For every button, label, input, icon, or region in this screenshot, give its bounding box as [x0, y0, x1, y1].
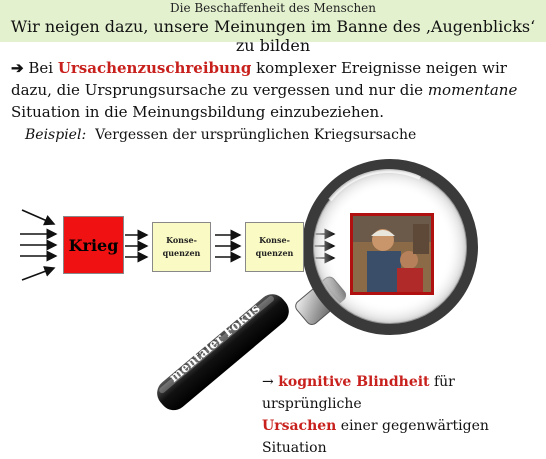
conclusion-highlight-2: Ursachen: [262, 418, 337, 434]
intro-emphasis: momentane: [427, 81, 518, 99]
consequence-arrows-2: [215, 235, 240, 257]
handle-label: mentaler Fokus: [166, 301, 264, 386]
cause-box: [63, 216, 124, 274]
intro-text-1: Bei: [28, 59, 58, 77]
cause-arrows: [20, 210, 56, 280]
cause-label: Krieg: [68, 235, 119, 255]
consequence-1-line-1: Konse-: [166, 235, 197, 245]
consequence-1-line-2: quenzen: [162, 248, 201, 258]
consequence-box-2: [245, 222, 304, 272]
slide-title: Wir neigen dazu, unsere Meinungen im Banne des ‚Augenblicks‘ zu bilden: [10, 17, 536, 55]
example-label: Beispiel:: [25, 127, 87, 143]
consequence-box-1: [152, 222, 211, 272]
intro-text-2: komplexer Ereignisse neigen wir dazu, die Ursprungsursache zu vergessen und nur die: [11, 59, 507, 99]
conclusion-arrow-icon: →: [262, 374, 274, 390]
bullet-arrow-icon: ➔: [11, 59, 24, 77]
conclusion-highlight: kognitive Blindheit: [278, 374, 430, 390]
slide-supertitle: Die Beschaffenheit des Menschen: [169, 1, 377, 15]
conclusion-text-2: einer gegenwärtigen Situation: [262, 418, 489, 456]
example-text: Vergessen der ursprünglichen Kriegsursache: [95, 127, 417, 143]
photo-scene-icon: [353, 216, 431, 292]
conclusion-text: [262, 371, 542, 459]
conclusion-text-1: für ursprüngliche: [262, 374, 455, 412]
focus-photo: [350, 213, 434, 295]
consequence-2-line-2: quenzen: [255, 248, 294, 258]
consequence-2-line-1: Konse-: [259, 235, 290, 245]
intro-text-3: Situation in die Meinungsbildung einzubeziehen.: [11, 103, 384, 121]
intro-highlight: Ursachenzuschreibung: [57, 59, 252, 77]
consequence-arrows-1: [125, 235, 147, 257]
